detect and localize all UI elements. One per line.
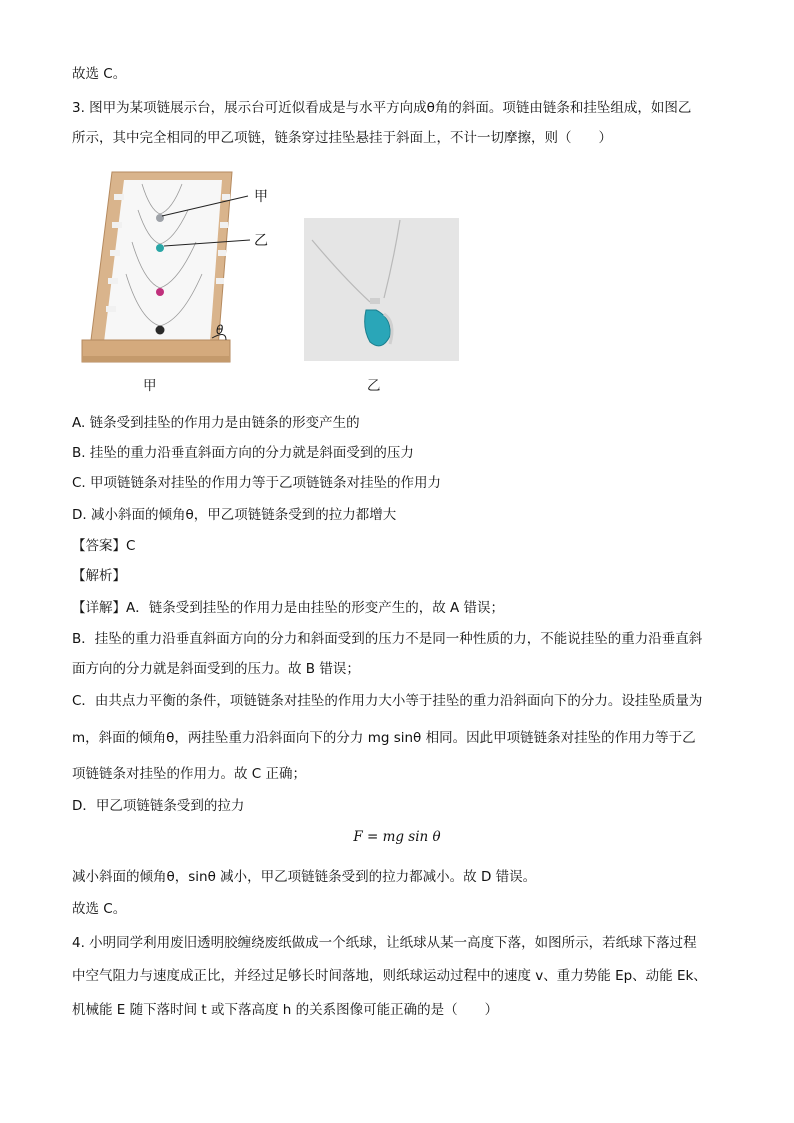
figure-right-caption: 乙 [367, 378, 381, 394]
detail-d-line1: D．甲乙项链链条受到的拉力 [72, 798, 245, 814]
detail-c-line1: C．由共点力平衡的条件，项链链条对挂坠的作用力大小等于挂坠的重力沿斜面向下的分力。设挂坠质量为 [72, 693, 703, 709]
option-b: B. 挂坠的重力沿垂直斜面方向的分力就是斜面受到的压力 [72, 445, 414, 461]
question-4-stem-line3: 机械能 E 随下落时间 t 或下落高度 h 的关系图像可能正确的是（ ） [72, 1002, 499, 1018]
detail-d-line2: 减小斜面的倾角θ，sinθ 减小，甲乙项链链条受到的拉力都减小。故 D 错误。 [72, 869, 537, 885]
question-3-stem-line1: 3. 图甲为某项链展示台，展示台可近似看成是与水平方向成θ角的斜面。项链由链条和挂坠组成，如图乙 [72, 100, 692, 116]
analysis-title: 【解析】 [72, 568, 126, 584]
prev-conclusion: 故选 C。 [72, 66, 127, 82]
question-3-stem-line2: 所示，其中完全相同的甲乙项链，链条穿过挂坠悬挂于斜面上，不计一切摩擦，则（ ） [72, 130, 612, 146]
detail-a: 【详解】A．链条受到挂坠的作用力是由挂坠的形变产生的，故 A 错误； [72, 600, 505, 616]
detail-c-line3: 项链链条对挂坠的作用力。故 C 正确； [72, 766, 307, 782]
option-d: D. 减小斜面的倾角θ，甲乙项链链条受到的拉力都增大 [72, 507, 397, 523]
formula: F = mg sin θ [353, 829, 441, 845]
answer-tag: 【答案】C [72, 538, 136, 554]
option-a: A. 链条受到挂坠的作用力是由链条的形变产生的 [72, 415, 360, 431]
question-4-stem-line1: 4. 小明同学利用废旧透明胶缠绕废纸做成一个纸球，让纸球从某一高度下落，如图所示，若纸球下落过程 [72, 935, 697, 951]
label-theta: θ [216, 323, 224, 337]
label-jia: 甲 [254, 189, 268, 205]
figure-necklace-photo [304, 218, 459, 361]
detail-c-line2: m，斜面的倾角θ，两挂坠重力沿斜面向下的分力 mg sinθ 相同。因此甲项链链条对挂坠的作用力等于乙 [72, 730, 696, 746]
figure-left-caption: 甲 [143, 378, 157, 394]
q3-conclusion: 故选 C。 [72, 901, 127, 917]
label-yi: 乙 [254, 233, 268, 249]
detail-b-line2: 面方向的分力就是斜面受到的压力。故 B 错误； [72, 661, 360, 677]
option-c: C. 甲项链链条对挂坠的作用力等于乙项链链条对挂坠的作用力 [72, 475, 442, 491]
figure-display-stand [80, 170, 280, 370]
question-4-stem-line2: 中空气阻力与速度成正比，并经过足够长时间落地，则纸球运动过程中的速度 v、重力势能 Ep、动能 Ek、 [72, 968, 707, 984]
detail-b-line1: B．挂坠的重力沿垂直斜面方向的分力和斜面受到的压力不是同一种性质的力，不能说挂坠的重力沿垂直斜 [72, 631, 703, 647]
